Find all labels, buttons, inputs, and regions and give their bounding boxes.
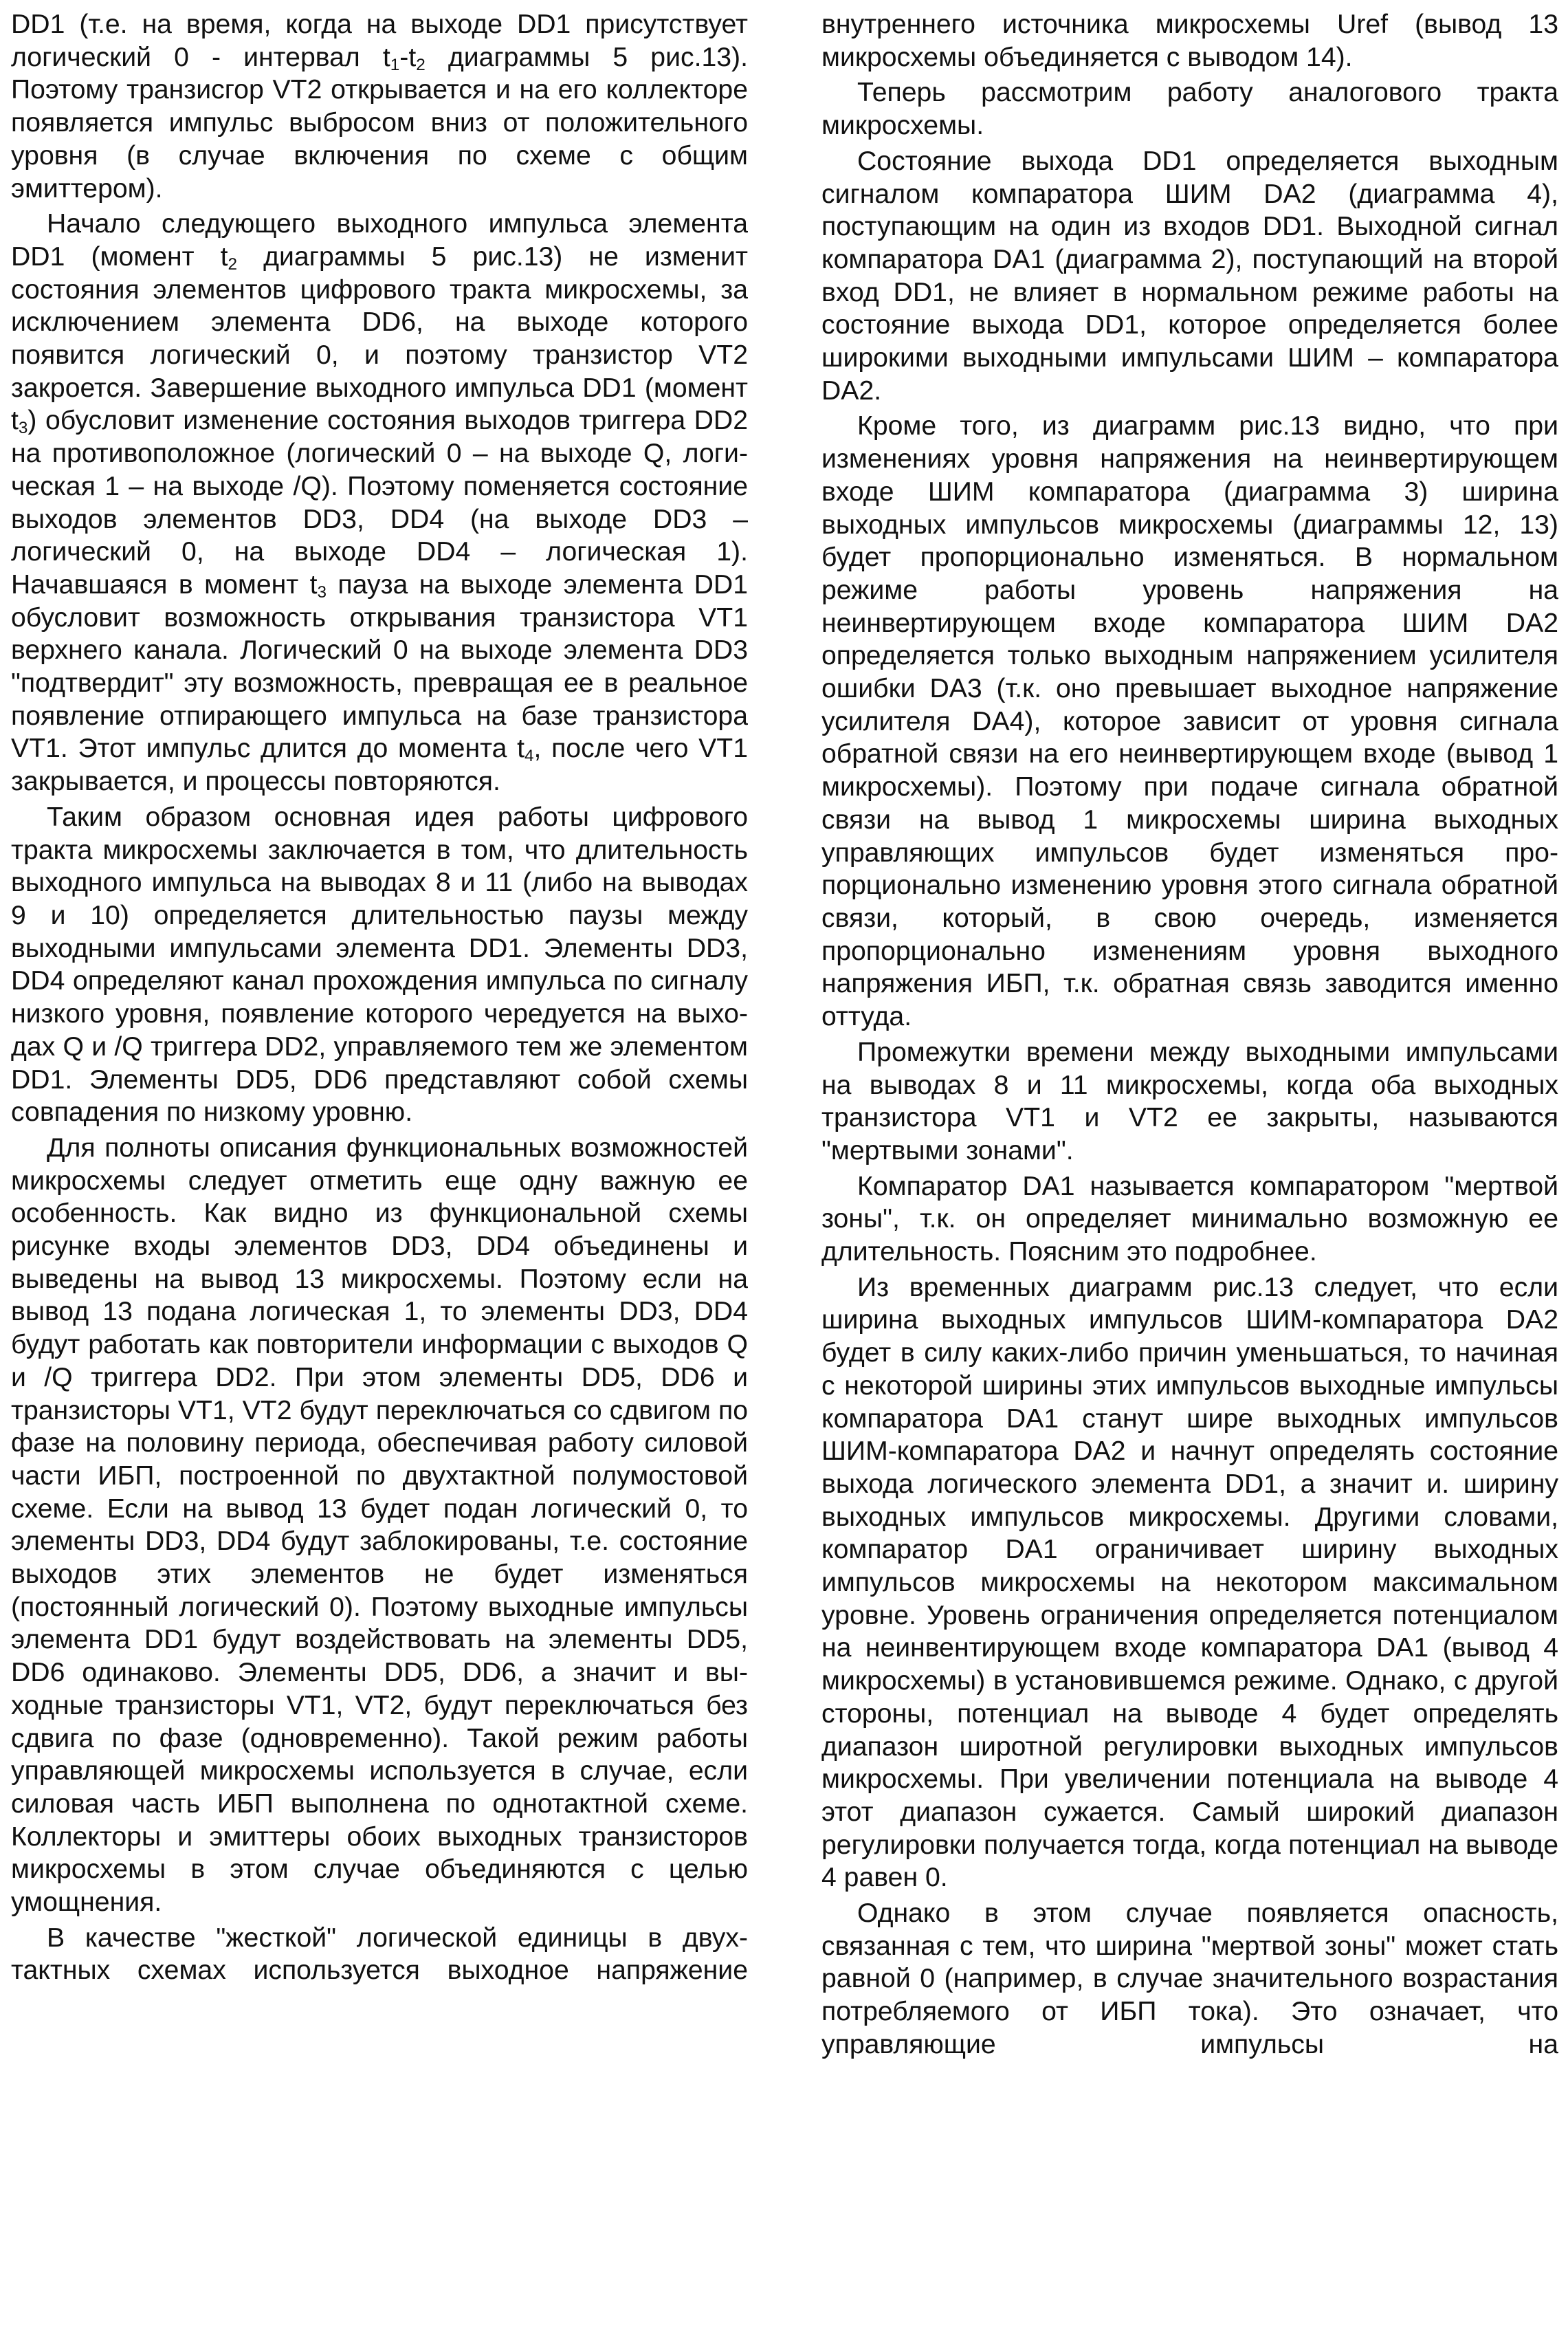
paragraph — [821, 8, 1558, 74]
subscript-index: 2 — [416, 55, 426, 74]
text-run: Компаратор DA1 называется компаратором "мертвой зоны", т.к. он определяет минимально возможную ее длительность. Поясним это подробнее. — [821, 1171, 1558, 1267]
left-text-column — [11, 8, 748, 2332]
paragraph — [821, 1170, 1558, 1269]
paragraph — [821, 1271, 1558, 1894]
text-run: Теперь рассмотрим работу аналогового тракта микросхемы. — [821, 78, 1558, 141]
text-run: В качестве "жесткой" логической единицы в двухтактных схемах используется выходное напряжение — [11, 1923, 748, 1986]
text-run: диаграммы 5 рис.13) не изменит состояния элементов цифрового тракта микросхемы, за исключением элемента DD6, на выходе которого появится логический 0, и поэтому транзистор VT2 закроется. Завершение выходного импульса DD1 (момент t — [11, 241, 748, 436]
paragraph — [11, 208, 748, 798]
paragraph — [821, 76, 1558, 142]
text-run: Состояние выхода DD1 определяется выходным сигналом компаратора ШИМ DA2 (диаграмма 4), поступающим на один из входов DD1. Выходной сигнал компаратора DA1 (диаграмма 2), поступающий на второй вход DD1, не влияет в нормальном режиме работы на состояние выхода DD1, которое определяется более широкими выходными импульсами ШИМ – компаратора DA2. — [821, 146, 1558, 406]
text-run: DD1 (т.е. на время, когда на выходе DD1 присутствует логический 0 - интервал t — [11, 10, 748, 72]
paragraph — [821, 410, 1558, 1033]
subscript-index: 1 — [390, 55, 400, 74]
paragraph — [11, 1922, 748, 1987]
text-run: Таким образом основная идея работы цифрового тракта микросхемы заключается в том, что длительность выходного импульса на выводах 8 и 11 (либо на выводах 9 и 10) определяется длительностью паузы между выходными импульсами элемента DD1. Элементы DD3, DD4 определяют канал прохождения импульса по сигналу низкого уровня, появление которого чередуется на выходах Q и /Q триггера DD2, управляемого тем же элементом DD1. Элементы DD5, DD6 представляют собой схемы совпадения по низкому уровню. — [11, 802, 748, 1128]
right-text-column — [821, 8, 1558, 2332]
text-run: диаграммы 5 рис.13). Поэтому транзисгор VT2 открывается и на его коллекторе появляется импульс выбросом вниз от положительного уровня (в случае включения по схеме с общим эмиттером). — [11, 42, 748, 204]
text-run: Однако в этом случае появляется опасность, связанная с тем, что ширина "мертвой зоны" может стать равной 0 (например, в случае значительного возрастания потребляемого от ИБП тока). Это означает, что управляющие импульсы на — [821, 1898, 1558, 2059]
subscript-index: 3 — [18, 419, 28, 438]
subscript-index: 4 — [524, 747, 534, 766]
paragraph — [11, 8, 748, 205]
text-run: Начало следующего выходного импульса элемента DD1 (момент t — [11, 209, 748, 272]
text-run: ) обусловит изменение состояния выходов триггера DD2 на противоположное (логический 0 – на выходе Q, логическая 1 – на выходе /Q). Поэтому поменяется состояние выходов элементов DD3, DD4 (на выходе DD3 – логический 0, на выходе DD4 – логическая 1). Начавшаяся в момент t — [11, 406, 748, 600]
paragraph — [11, 801, 748, 1129]
subscript-index: 2 — [228, 254, 238, 274]
paragraph — [821, 1897, 1558, 2061]
text-run: Кроме того, из диаграмм рис.13 видно, что при изменениях уровня напряжения на неинвертирующем входе ШИМ компаратора (диаграмма 3) ширина выходных импульсов микросхемы (диаграммы 12, 13) будет пропорционально изменяться. В нормальном режиме работы уровень напряжения на неинвертирующем входе компаратора ШИМ DA2 определяется только выходным напряжением усилителя ошибки DA3 (т.к. оно превышает выходное напряжение усилителя DA4), которое зависит от уровня сигнала обратной связи на его неинвертирующем входе (вывод 1 микросхемы). Поэтому при подаче сигнала обратной связи на вывод 1 микросхемы ширина выходных управляющих импульсов будет изменяться пропорционально изменению уровня этого сигнала обратной связи, который, в свою очередь, изменяется пропорционально изменениям уровня выходного напряжения ИБП, т.к. обратная связь заводится именно оттуда. — [821, 411, 1558, 1032]
text-run: внутреннего источника микросхемы Uref (вывод 13 микросхемы объединяется с выводом 14). — [821, 10, 1558, 72]
text-run: Промежутки времени между выходными импульсами на выводах 8 и 11 микросхемы, когда оба выходных транзистора VT1 и VT2 ее закрыты, называются "мертвыми зонами". — [821, 1037, 1558, 1165]
text-run: Из временных диаграмм рис.13 следует, что если ширина выходных импульсов ШИМ-компаратора DA2 будет в силу каких-либо причин уменьшаться, то начиная с некоторой ширины этих импульсов выходные импульсы компаратора DA1 станут шире выходных импульсов ШИМ-компаратора DA2 и начнут определять состояние выхода логического элемента DD1, а значит и. ширину выходных импульсов микросхемы. Другими словами, компаратор DA1 ограничивает ширину выходных импульсов микросхемы на некотором максимальном уровне. Уровень ограничения определяется потенциалом на неинвентирующем входе компаратора DA1 (вывод 4 микросхемы) в установившемся режиме. Однако, с другой стороны, потенциал на выводе 4 будет определять диапазон широтной регулировки выходных импульсов микросхемы. При увеличении потенциала на выводе 4 этот диапазон сужается. Самый широкий диапазон регулировки получается тогда, когда потенциал на выводе 4 равен 0. — [821, 1272, 1558, 1893]
paragraph — [11, 1132, 748, 1919]
paragraph — [821, 145, 1558, 408]
text-run: Для полноты описания функциональных возможностей микросхемы следует отметить еще одну важную ее особенность. Как видно из функциональной схемы рисунке входы элементов DD3, DD4 объединены и выведены на вывод 13 микросхемы. Поэтому если на вывод 13 подана логическая 1, то элементы DD3, DD4 будут работать как повторители информации с выходов Q и /Q триггера DD2. При этом элементы DD5, DD6 и транзисторы VT1, VT2 будут переключаться со сдвигом по фазе на половину периода, обеспечивая работу силовой части ИБП, построенной по двухтактной полумостовой схеме. Если на вывод 13 будет подан логический 0, то элементы DD3, DD4 будут заблокированы, т.е. состояние выходов этих элементов не будет изменяться (постоянный логический 0). Поэтому выходные импульсы элемента DD1 будут воздействовать на элементы DD5, DD6 одинаково. Элементы DD5, DD6, а значит и выходные транзисторы VT1, VT2, будут переключаться без сдвига по фазе (одновременно). Такой режим работы управляющей микросхемы используется в случае, если силовая часть ИБП выполнена по однотактной схеме. Коллекторы и эмиттеры обоих выходных транзисторов микросхемы в этом случае объединяются с целью умощнения. — [11, 1132, 748, 1918]
text-run: -t — [399, 42, 417, 72]
text-run: , после чего VT1 закрывается, и процессы повторяются. — [11, 734, 748, 797]
subscript-index: 3 — [317, 583, 327, 602]
text-run: пауза на выходе элемента DD1 обусловит возможность открывания транзистора VT1 верхнего канала. Логический 0 на выходе элемента DD3 "подтвердит" эту возможность, превращая ее в реальное появление отпирающего импульса на базе транзистора VT1. Этот импульс длится до момента t — [11, 569, 748, 764]
paragraph — [821, 1036, 1558, 1168]
